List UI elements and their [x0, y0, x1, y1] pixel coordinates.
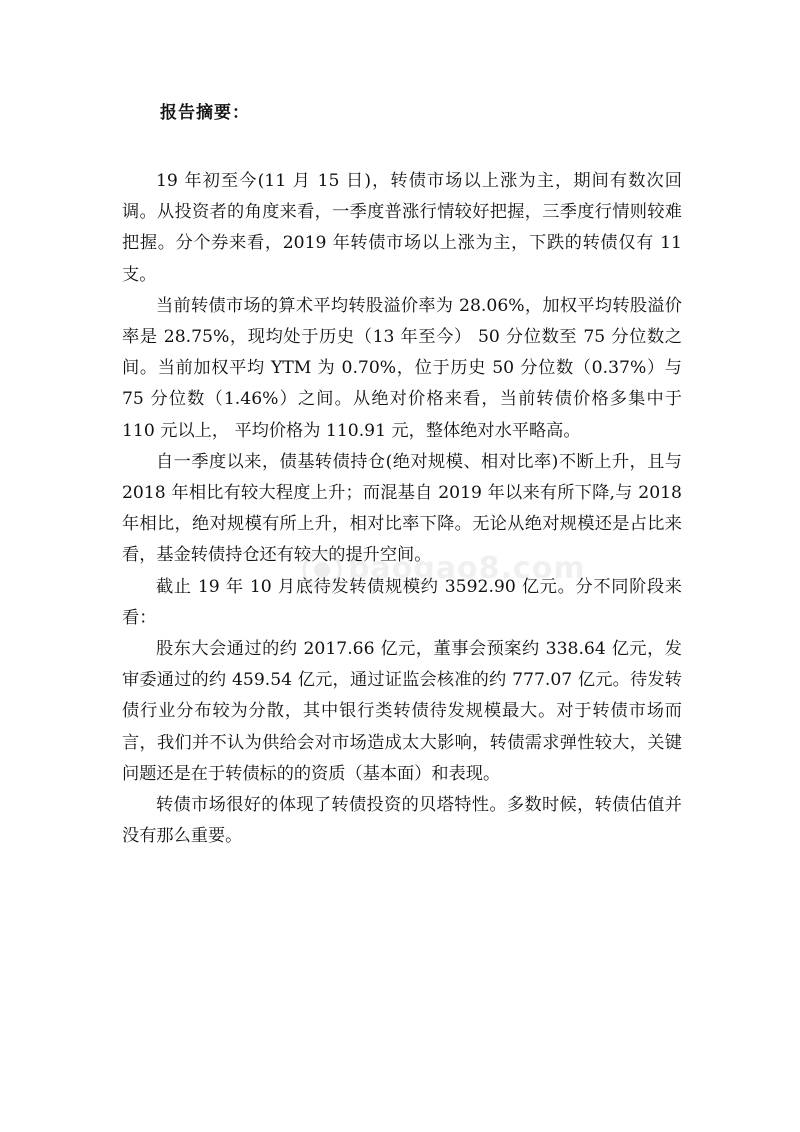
paragraph-approval-stages: 股东大会通过的约 2017.66 亿元，董事会预案约 338.64 亿元，发审委通过的约 459.54 亿元，通过证监会核准的约 777.07 亿元。待发转债行业分布较为分散，其中银行类转债待发规模最大。对于转债市场而言，我们并不认为供给会对市场造成太大影响，转债需求弹性较大，关键问题还是在于转债标的的资质（基本面）和表现。 — [122, 639, 682, 784]
paragraph-market-trend: 19 年初至今(11 月 15 日)，转债市场以上涨为主，期间有数次回调。从投资者的角度来看，一季度普涨行情较好把握，三季度行情则较难把握。分个券来看，2019 年转债市场以上涨为主，下跌的转债仅有 11 支。 — [122, 171, 682, 285]
report-summary-heading: 报告摘要： — [160, 103, 250, 123]
summary-body — [122, 166, 682, 852]
paragraph-premium-rate: 当前转债市场的算术平均转股溢价率为 28.06%，加权平均转股溢价率是 28.75%，现均处于历史（13 年至今） 50 分位数至 75 分位数之间。当前加权平均 YTM 为 0.70%，位于历史 50 分位数（0.37%）与 75 分位数（1.46%）之间。从绝对价格来看，当前转债价格多集中于 110 元以上， 平均价格为 110.91 元，整体绝对水平略高。 — [122, 295, 682, 441]
paragraph-pending-issuance: 截止 19 年 10 月底待发转债规模约 3592.90 亿元。分不同阶段来看： — [122, 576, 682, 628]
watermark-text: baogao8.com — [348, 551, 586, 586]
paragraph-fund-holdings: 自一季度以来，债基转债持仓(绝对规模、相对比率)不断上升，且与2018 年相比有较大程度上升；而混基自 2019 年以来有所下降,与 2018 年相比，绝对规模有所上升，相对比率下降。无论从绝对规模还是占比来看，基金转债持仓还有较大的提升空间。 — [122, 451, 682, 566]
paragraph-beta-characteristic: 转债市场很好的体现了转债投资的贝塔特性。多数时候，转债估值并没有那么重要。 — [122, 795, 682, 847]
